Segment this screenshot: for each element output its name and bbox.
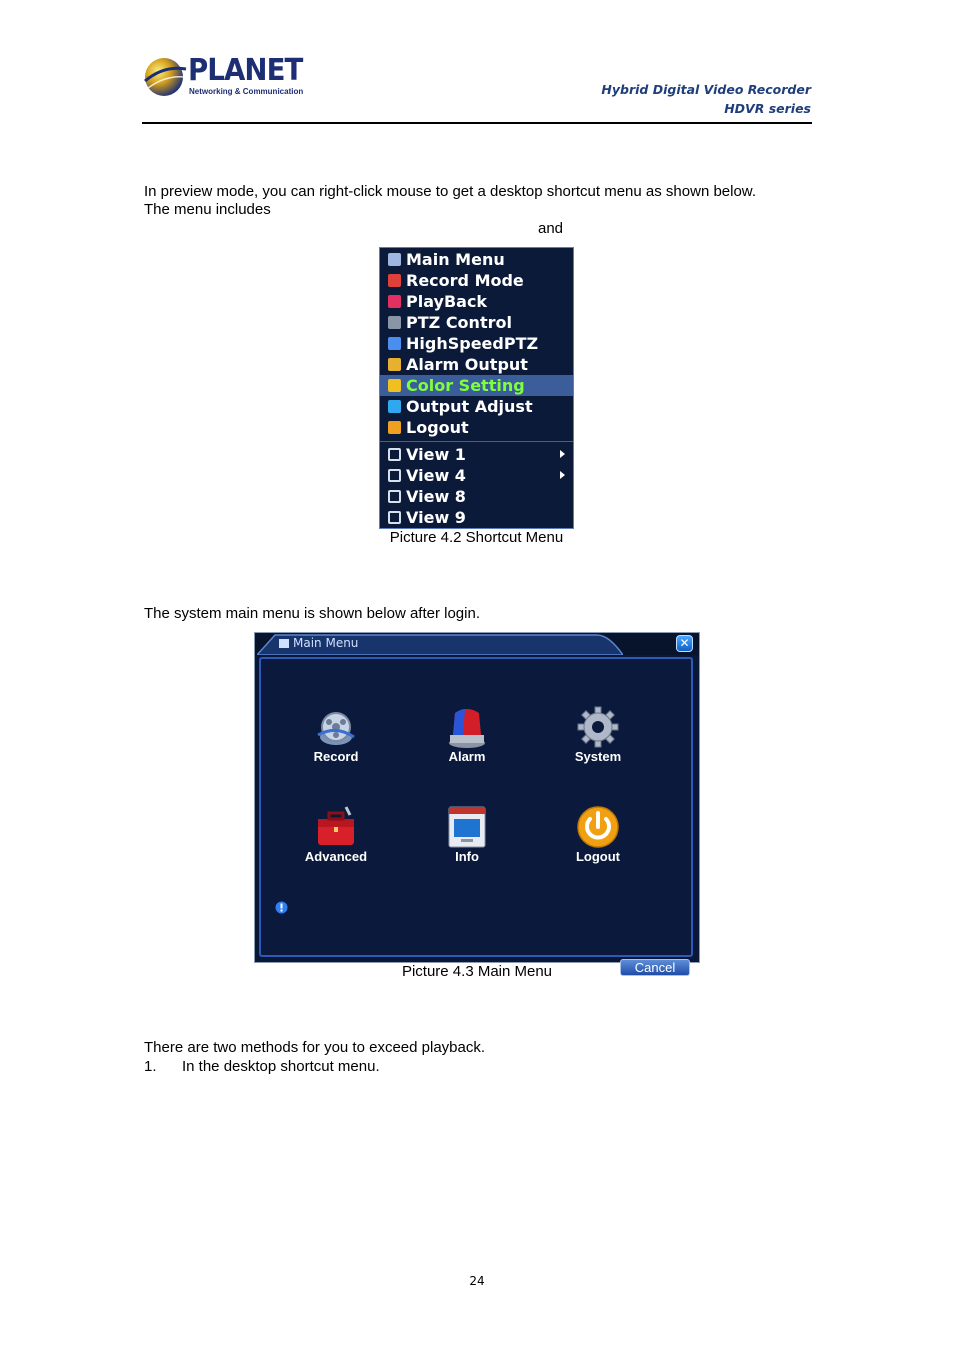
power-icon [576,805,620,849]
view-4-icon [388,469,401,482]
ptz-camera-icon [388,316,401,329]
shortcut-menu-label: View 1 [406,445,466,464]
shortcut-menu-label: Logout [406,418,469,437]
menu-item-record[interactable] [281,705,391,785]
alarm-output-icon [388,358,401,371]
shortcut-menu-item[interactable] [380,333,573,354]
list-number: 1. [144,1058,157,1075]
record-mode-icon [388,274,401,287]
menu-item-advanced[interactable] [281,805,391,885]
menu-item-system[interactable] [543,705,653,785]
info-icon [275,901,288,914]
menu-item-label: Advanced [304,849,368,864]
paragraph-line: In preview mode, you can right-click mouse to get a desktop shortcut menu as shown below. [144,183,756,200]
shortcut-menu-item[interactable] [380,270,573,291]
playback-icon [388,295,401,308]
list-item-text: In the desktop shortcut menu. [182,1058,380,1075]
shortcut-menu-item[interactable] [380,465,573,486]
record-reel-icon [314,705,358,749]
main-menu-icon [388,253,401,266]
toolbox-icon [314,805,358,849]
shortcut-menu-label: View 9 [406,508,466,527]
cancel-button[interactable]: Cancel [620,959,690,976]
menu-item-label: Info [455,849,479,864]
menu-item-alarm[interactable] [412,705,522,785]
shortcut-menu-item[interactable] [380,291,573,312]
logo-subtitle: Networking & Communication [189,87,304,96]
submenu-arrow-icon [560,450,565,458]
shortcut-menu-item[interactable] [380,312,573,333]
shortcut-menu-item[interactable] [380,417,573,438]
close-button[interactable]: ✕ [676,635,693,652]
menu-item-logout[interactable] [543,805,653,885]
shortcut-menu-label: View 4 [406,466,466,485]
view-8-icon [388,490,401,503]
color-grid-icon [388,379,401,392]
shortcut-menu-label: Alarm Output [406,355,528,374]
view-9-icon [388,511,401,524]
gear-icon [576,705,620,749]
shortcut-menu-label: PlayBack [406,292,488,311]
paragraph-line: and [538,220,564,237]
monitor-icon [388,400,401,413]
menu-item-label: Record [313,749,359,764]
page-number: 24 [469,1274,485,1288]
shortcut-menu-label: PTZ Control [406,313,512,332]
menu-item-label: Logout [575,849,621,864]
submenu-arrow-icon [560,471,565,479]
header-series: HDVR series [724,101,811,116]
logout-icon [388,421,401,434]
paragraph-line: There are two methods for you to exceed playback. [144,1039,486,1056]
shortcut-menu-item[interactable] [380,354,573,375]
title-bar [255,633,699,655]
shortcut-menu-label: HighSpeedPTZ [406,334,539,353]
window-title: Main Menu [293,636,359,650]
paragraph-line: The system main menu is shown below after login. [144,605,480,622]
paragraph-line: The menu includes [144,201,271,218]
shortcut-menu-item[interactable] [380,444,573,465]
shortcut-menu-label: Record Mode [406,271,524,290]
info-monitor-icon [445,805,489,849]
menu-item-info[interactable] [412,805,522,885]
main-menu-icon [279,639,289,648]
figure-caption: Picture 4.2 Shortcut Menu [389,529,564,546]
alarm-siren-icon [445,705,489,749]
logo-wordmark: PLANET [188,53,303,88]
menu-item-label: Alarm [448,749,486,764]
shortcut-menu-item[interactable] [380,486,573,507]
figure-caption: Picture 4.3 Main Menu [401,963,553,980]
shortcut-menu-label: Color Setting [406,376,525,395]
header-divider [142,122,812,124]
shortcut-menu-label: Main Menu [406,250,505,269]
menu-separator [380,441,573,442]
menu-item-label: System [574,749,622,764]
shortcut-menu-item[interactable] [380,375,573,396]
shortcut-menu-item[interactable] [380,249,573,270]
shortcut-menu-item[interactable] [380,507,573,528]
header-title: Hybrid Digital Video Recorder [601,82,811,97]
shortcut-menu-label: Output Adjust [406,397,533,416]
shortcut-menu-label: View 8 [406,487,466,506]
diamond-icon [388,337,401,350]
shortcut-menu-item[interactable] [380,396,573,417]
view-1-icon [388,448,401,461]
shortcut-menu [379,247,574,529]
